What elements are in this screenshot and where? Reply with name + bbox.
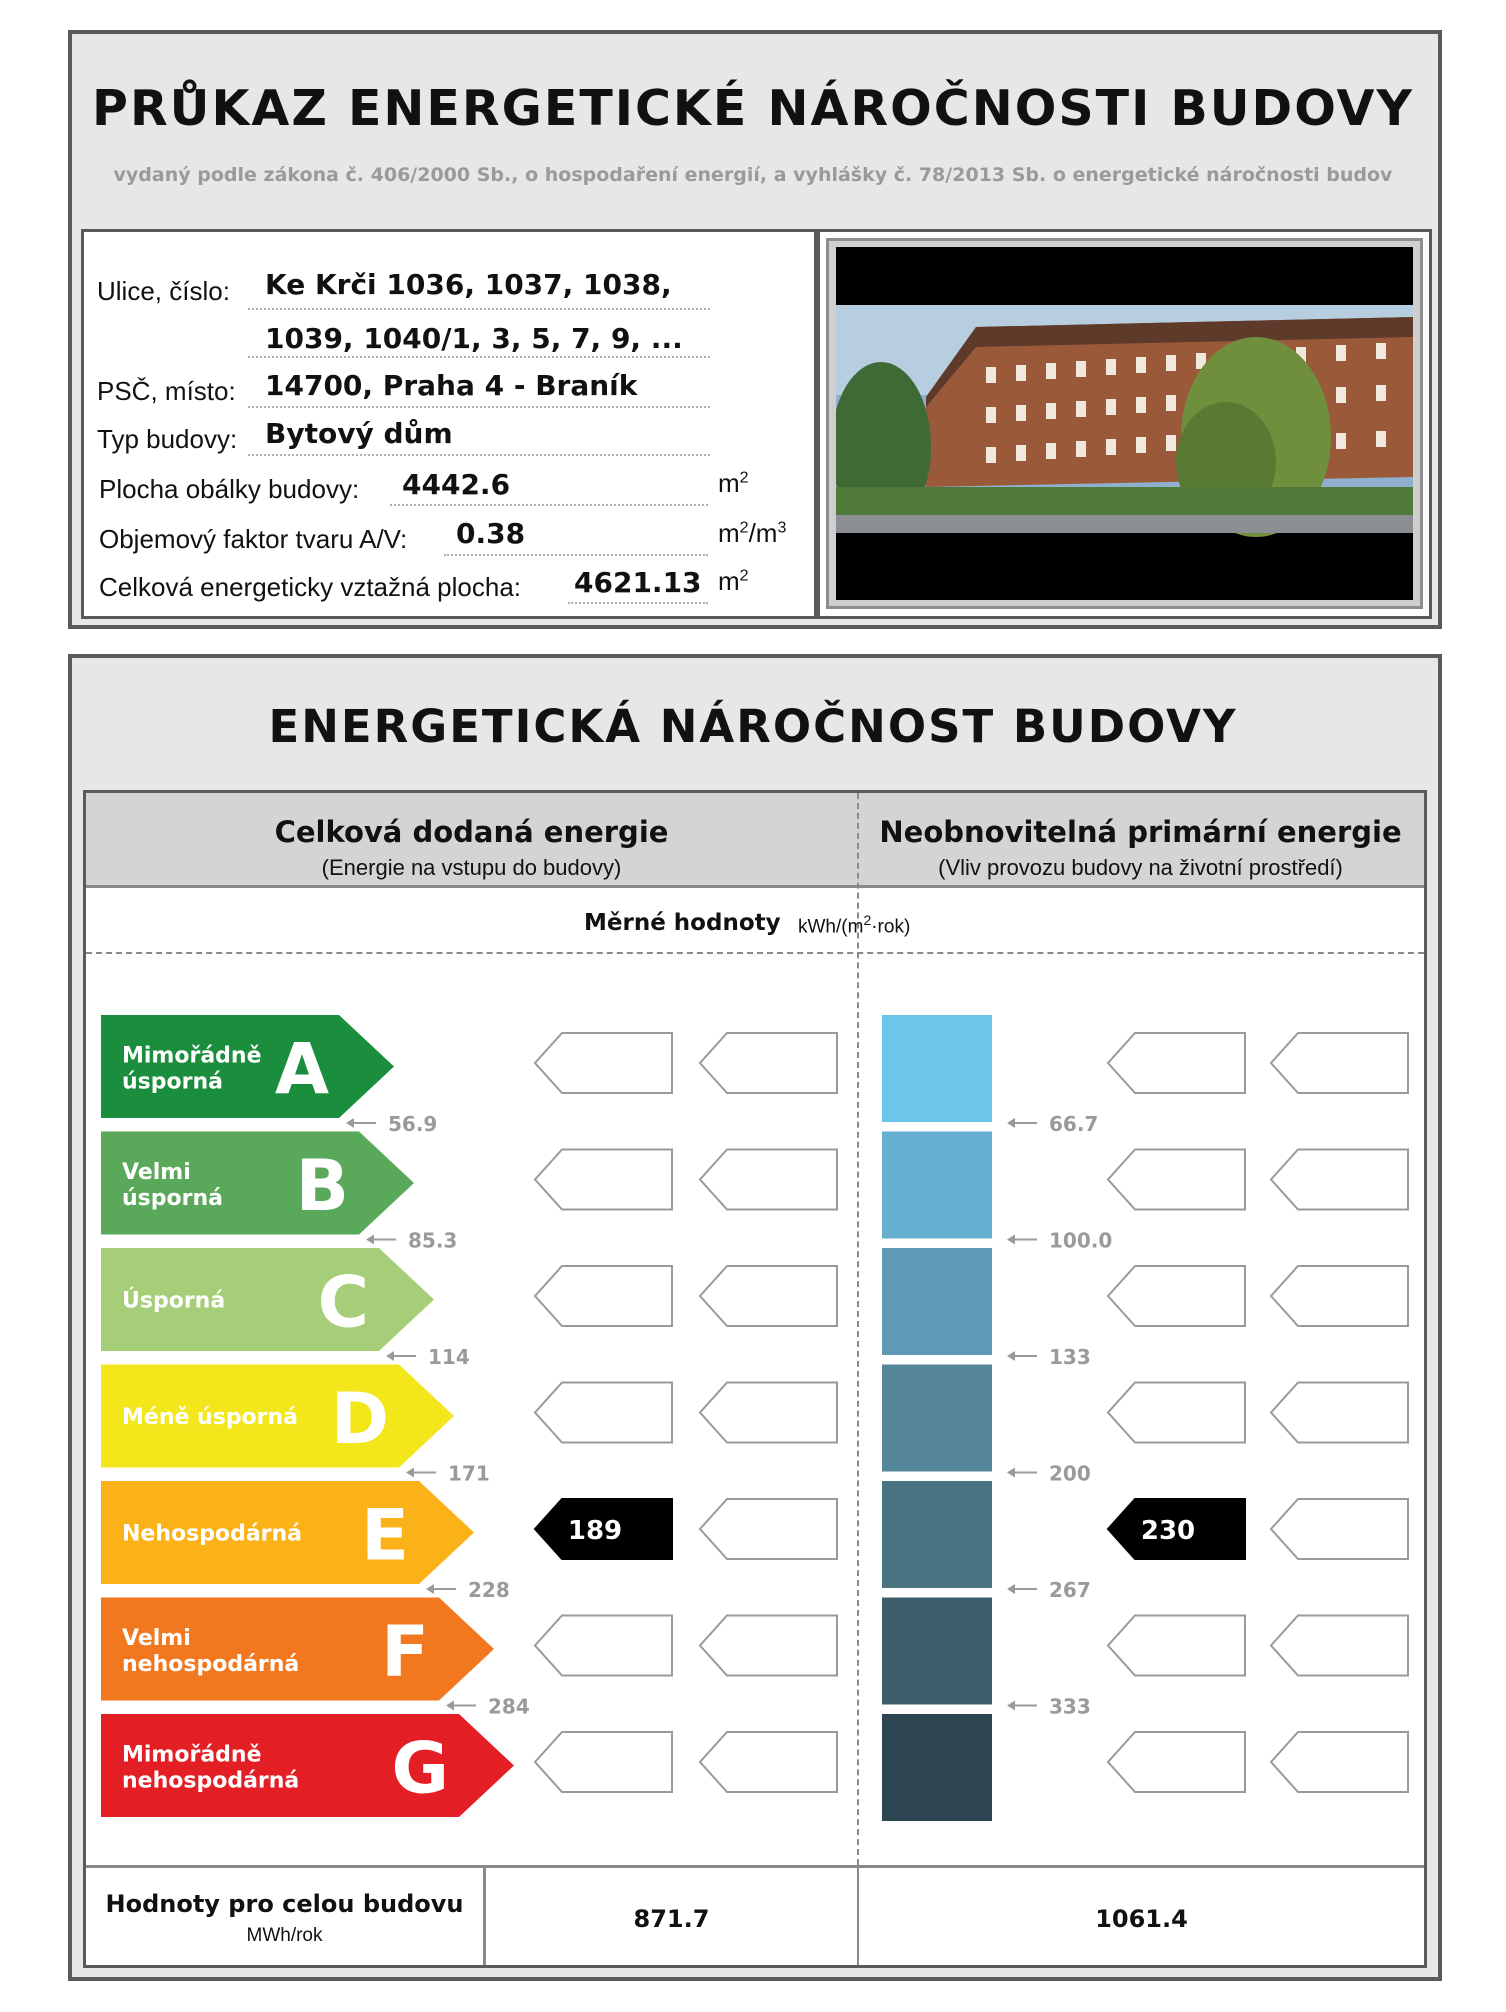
primary-scale-segment bbox=[882, 1015, 992, 1122]
whole-building-unit: MWh/rok bbox=[246, 1925, 323, 1946]
rating-title: ENERGETICKÁ NÁROČNOST BUDOVY bbox=[268, 700, 1238, 753]
class-name-a: Mimořádně bbox=[122, 1043, 262, 1069]
delivered-threshold: 228 bbox=[468, 1578, 510, 1602]
delivered-threshold-arrow-head bbox=[366, 1235, 374, 1245]
class-name-d: Méně úsporná bbox=[122, 1405, 299, 1430]
primary-threshold: 133 bbox=[1049, 1345, 1091, 1369]
delivered-threshold-arrow-head bbox=[446, 1701, 454, 1711]
primary-energy-title: Neobnovitelná primární energie bbox=[879, 815, 1402, 849]
delivered-slot bbox=[535, 1150, 672, 1210]
primary-slot-2 bbox=[1271, 1616, 1408, 1676]
primary-slot-2 bbox=[1271, 1732, 1408, 1792]
primary-slot-2 bbox=[1271, 1033, 1408, 1093]
delivered-slot bbox=[535, 1732, 672, 1792]
primary-threshold-arrow-head bbox=[1007, 1118, 1015, 1128]
delivered-slot-2 bbox=[700, 1499, 837, 1559]
delivered-threshold-arrow-head bbox=[386, 1351, 394, 1361]
primary-energy-subtitle: (Vliv provozu budovy na životní prostředí) bbox=[938, 855, 1343, 880]
whole-building-label: Hodnoty pro celou budovu bbox=[105, 1890, 464, 1918]
primary-threshold-arrow-head bbox=[1007, 1584, 1015, 1594]
primary-threshold-arrow-head bbox=[1007, 1235, 1015, 1245]
class-letter-c: C bbox=[317, 1261, 369, 1344]
delivered-slot bbox=[535, 1266, 672, 1326]
delivered-threshold-arrow-head bbox=[406, 1468, 414, 1478]
primary-slot bbox=[1108, 1033, 1245, 1093]
class-letter-f: F bbox=[381, 1611, 429, 1693]
primary-threshold: 66.7 bbox=[1049, 1112, 1099, 1136]
envelope-label: Plocha obálky budovy: bbox=[99, 474, 360, 504]
primary-slot-2 bbox=[1271, 1383, 1408, 1443]
primary-threshold-arrow-head bbox=[1007, 1468, 1015, 1478]
type-label: Typ budovy: bbox=[97, 424, 238, 454]
reference-area-value: 4621.13 bbox=[574, 566, 702, 599]
class-name-b: úsporná bbox=[122, 1186, 223, 1211]
delivered-threshold: 85.3 bbox=[408, 1228, 458, 1253]
class-letter-e: E bbox=[361, 1494, 409, 1577]
class-name-a: úsporná bbox=[122, 1069, 223, 1095]
primary-scale-segment bbox=[882, 1365, 992, 1472]
delivered-slot bbox=[535, 1616, 672, 1676]
class-name-g: nehospodárná bbox=[122, 1768, 300, 1794]
class-name-f: Velmi bbox=[122, 1626, 191, 1651]
delivered-threshold-arrow-head bbox=[426, 1584, 434, 1594]
delivered-slot bbox=[535, 1383, 672, 1443]
primary-scale-segment bbox=[882, 1132, 992, 1239]
primary-slot-2 bbox=[1271, 1266, 1408, 1326]
reference-area-label: Celková energeticky vztažná plocha: bbox=[99, 572, 522, 602]
primary-slot bbox=[1108, 1150, 1245, 1210]
class-name-g: Mimořádně bbox=[122, 1742, 262, 1768]
primary-threshold: 333 bbox=[1049, 1694, 1091, 1719]
delivered-value-arrow-label: 189 bbox=[567, 1516, 623, 1546]
delivered-slot-2 bbox=[700, 1383, 837, 1443]
class-letter-a: A bbox=[274, 1028, 329, 1111]
reference-area-unit: $m^2$ bbox=[718, 566, 749, 596]
primary-scale-segment bbox=[882, 1598, 992, 1705]
delivered-threshold-arrow-head bbox=[346, 1118, 354, 1128]
primary-scale-segment bbox=[882, 1714, 992, 1821]
whole-building-delivered: 871.7 bbox=[633, 1905, 710, 1933]
shape-factor-unit: $m^2/m^3$ bbox=[718, 518, 787, 548]
delivered-energy-title: Celková dodaná energie bbox=[274, 815, 669, 849]
envelope-value: 4442.6 bbox=[402, 468, 511, 501]
primary-threshold-arrow-head bbox=[1007, 1351, 1015, 1361]
class-letter-d: D bbox=[330, 1378, 389, 1460]
delivered-energy-subtitle: (Energie na vstupu do budovy) bbox=[321, 855, 622, 880]
delivered-slot-2 bbox=[700, 1033, 837, 1093]
delivered-slot-2 bbox=[700, 1150, 837, 1210]
delivered-threshold: 171 bbox=[448, 1461, 490, 1486]
class-letter-g: G bbox=[391, 1727, 449, 1810]
postal-label: PSČ, místo: bbox=[97, 376, 236, 406]
primary-threshold-arrow-head bbox=[1007, 1701, 1015, 1711]
totals-divider bbox=[86, 1865, 1424, 1868]
shape-factor-value: 0.38 bbox=[456, 517, 526, 550]
delivered-slot-2 bbox=[700, 1266, 837, 1326]
street-label: Ulice, číslo: bbox=[97, 276, 230, 306]
page-title: PRŮKAZ ENERGETICKÉ NÁROČNOSTI BUDOVY bbox=[92, 80, 1414, 137]
primary-slot-2 bbox=[1271, 1499, 1408, 1559]
class-name-e: Nehospodárná bbox=[122, 1521, 303, 1547]
class-letter-b: B bbox=[295, 1145, 349, 1227]
specific-values-unit: kWh/$(m^2\cdot rok)$ bbox=[798, 912, 911, 938]
street-value-line1: Ke Krči 1036, 1037, 1038, bbox=[265, 268, 672, 301]
delivered-threshold: 284 bbox=[488, 1694, 530, 1719]
primary-scale-segment bbox=[882, 1248, 992, 1355]
primary-threshold: 200 bbox=[1049, 1461, 1091, 1486]
primary-threshold: 100.0 bbox=[1049, 1228, 1113, 1253]
primary-slot bbox=[1108, 1383, 1245, 1443]
primary-threshold: 267 bbox=[1049, 1578, 1091, 1602]
delivered-threshold: 56.9 bbox=[388, 1112, 438, 1136]
shape-factor-label: Objemový faktor tvaru A/V: bbox=[99, 524, 408, 554]
class-name-b: Velmi bbox=[122, 1160, 191, 1185]
street-value-line2: 1039, 1040/1, 3, 5, 7, 9, ... bbox=[265, 322, 683, 355]
primary-value-arrow-label: 230 bbox=[1140, 1516, 1196, 1546]
page-subtitle: vydaný podle zákona č. 406/2000 Sb., o hospodaření energií, a vyhlášky č. 78/2013 Sb. o energetické náročnosti budov bbox=[113, 164, 1393, 186]
class-name-c: Úsporná bbox=[122, 1288, 226, 1314]
delivered-threshold: 114 bbox=[428, 1345, 470, 1369]
specific-values-label: Měrné hodnoty bbox=[584, 910, 781, 936]
delivered-slot-2 bbox=[700, 1732, 837, 1792]
type-value: Bytový dům bbox=[265, 417, 453, 450]
class-name-f: nehospodárná bbox=[122, 1652, 300, 1677]
primary-slot bbox=[1108, 1266, 1245, 1326]
postal-value: 14700, Praha 4 - Braník bbox=[265, 369, 638, 402]
primary-scale-segment bbox=[882, 1481, 992, 1588]
primary-slot bbox=[1108, 1616, 1245, 1676]
envelope-unit: $m^2$ bbox=[718, 468, 749, 498]
delivered-slot bbox=[535, 1033, 672, 1093]
delivered-slot-2 bbox=[700, 1616, 837, 1676]
primary-slot-2 bbox=[1271, 1150, 1408, 1210]
primary-slot bbox=[1108, 1732, 1245, 1792]
whole-building-primary: 1061.4 bbox=[1095, 1905, 1188, 1933]
